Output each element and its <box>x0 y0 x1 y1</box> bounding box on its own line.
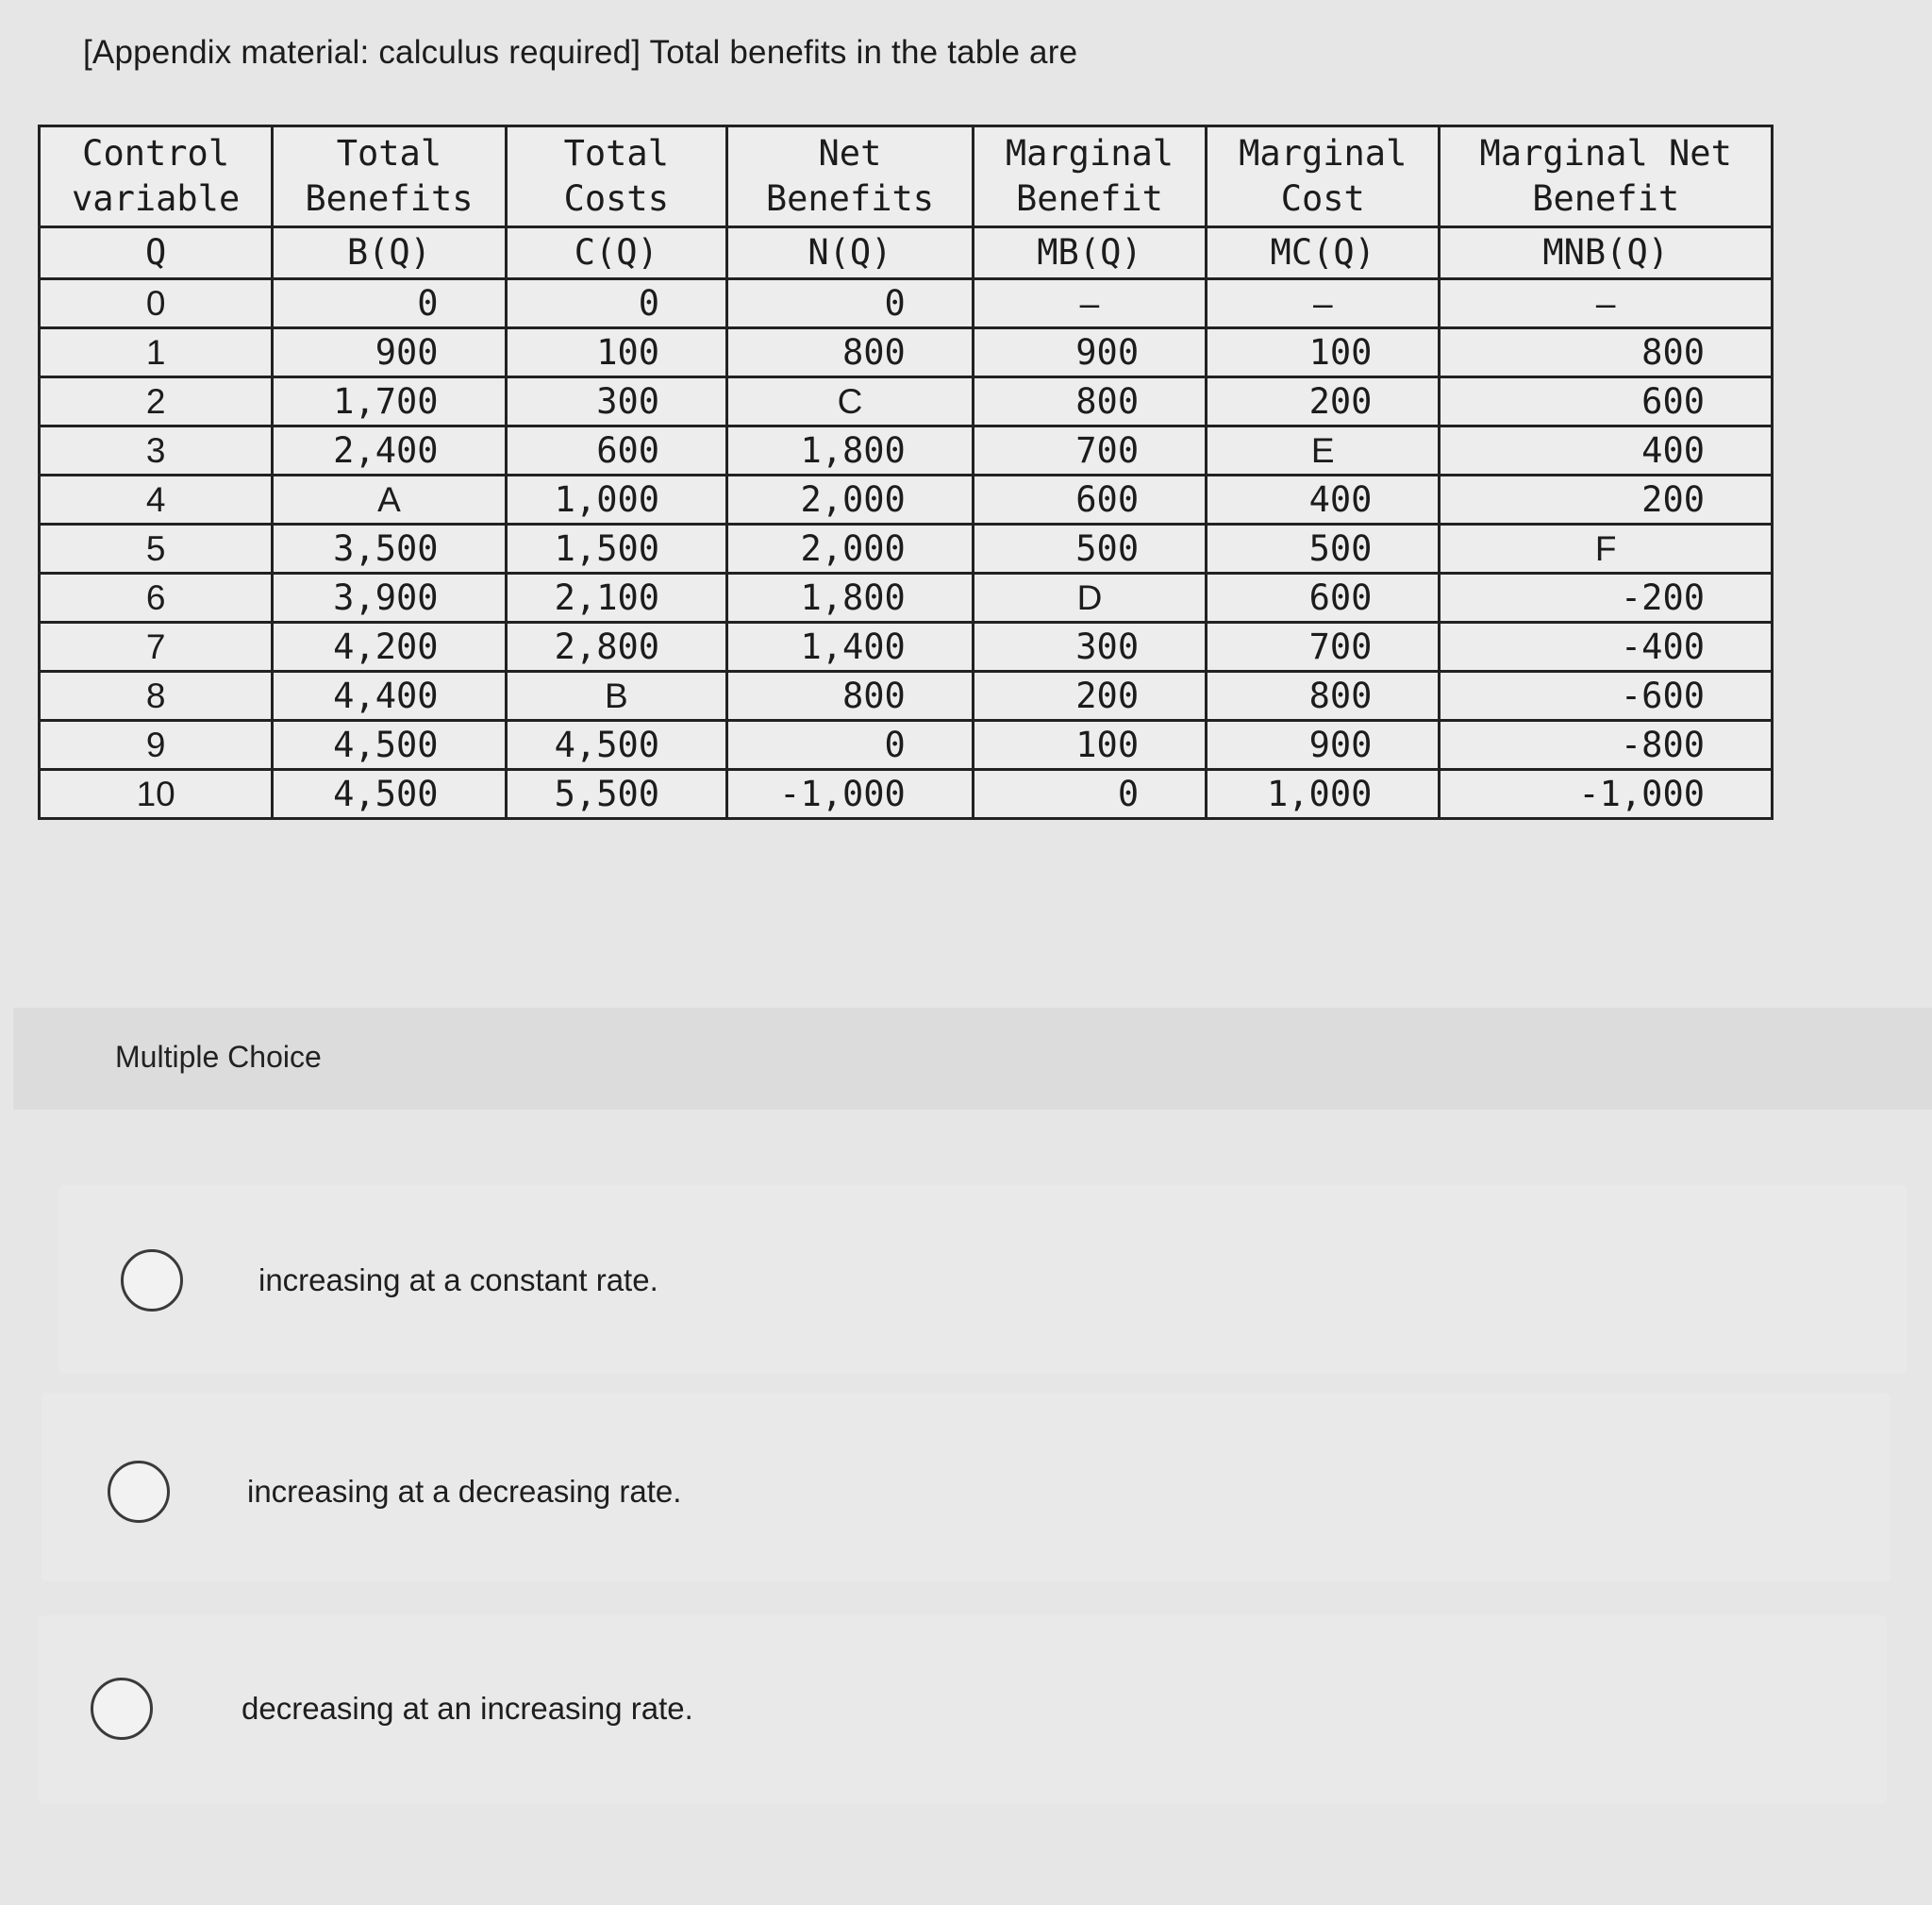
radio-button-1[interactable] <box>121 1249 183 1312</box>
answer-option-1[interactable] <box>58 1185 1907 1374</box>
table-cell-total-costs: B <box>506 672 726 721</box>
table-cell-marginal-benefit: 800 <box>973 377 1206 426</box>
table-cell-net-benefits: 1,800 <box>727 426 974 476</box>
table-cell-control-variable: 8 <box>40 672 273 721</box>
table-cell-control-variable: 9 <box>40 721 273 770</box>
header-symbol-total-benefits: B(Q) <box>273 227 506 279</box>
table-cell-marginal-cost: – <box>1207 279 1440 328</box>
header-total-benefits-line: Total <box>336 133 442 174</box>
header-marginal-cost-line: Marginal <box>1239 133 1407 174</box>
header-symbol-control-variable: Q <box>40 227 273 279</box>
header-total-benefits <box>273 126 506 227</box>
answer-option-2[interactable] <box>42 1393 1890 1581</box>
answer-option-2-text: increasing at a decreasing rate. <box>247 1474 682 1509</box>
table-row <box>40 328 1773 377</box>
table-cell-marginal-cost: 600 <box>1207 574 1440 623</box>
table-cell-marginal-cost: 100 <box>1207 328 1440 377</box>
question-text: [Appendix material: calculus required] Total benefits in the table are <box>83 34 1078 71</box>
table-cell-control-variable: 1 <box>40 328 273 377</box>
table-cell-total-benefits: 4,200 <box>273 623 506 672</box>
table-cell-marginal-benefit: 100 <box>973 721 1206 770</box>
table-cell-net-benefits: 0 <box>727 721 974 770</box>
table-row <box>40 672 1773 721</box>
header-marginal-benefit <box>973 126 1206 227</box>
table-cell-control-variable: 7 <box>40 623 273 672</box>
header-total-benefits-line: Benefits <box>305 178 474 219</box>
table-cell-control-variable: 2 <box>40 377 273 426</box>
table-cell-control-variable: 5 <box>40 525 273 574</box>
answer-option-3[interactable] <box>38 1615 1887 1804</box>
table-row <box>40 721 1773 770</box>
table-cell-total-costs: 2,100 <box>506 574 726 623</box>
table-cell-marginal-net-benefit: -400 <box>1440 623 1773 672</box>
header-net-benefits-line: Net <box>818 133 882 174</box>
table-cell-total-benefits: 2,400 <box>273 426 506 476</box>
table-cell-marginal-cost: 900 <box>1207 721 1440 770</box>
table-row <box>40 476 1773 525</box>
table-cell-control-variable: 6 <box>40 574 273 623</box>
table-cell-total-costs: 4,500 <box>506 721 726 770</box>
table-cell-marginal-benefit: 500 <box>973 525 1206 574</box>
table-cell-marginal-cost: E <box>1207 426 1440 476</box>
header-symbol-marginal-net-benefit: MNB(Q) <box>1440 227 1773 279</box>
header-marginal-cost-line: Cost <box>1280 178 1365 219</box>
table-cell-total-benefits: 4,500 <box>273 721 506 770</box>
table-cell-marginal-net-benefit: -600 <box>1440 672 1773 721</box>
answer-option-3-text: decreasing at an increasing rate. <box>242 1691 693 1726</box>
table-cell-total-benefits: 3,500 <box>273 525 506 574</box>
header-total-costs-line: Costs <box>563 178 669 219</box>
table-cell-marginal-cost: 500 <box>1207 525 1440 574</box>
table-cell-net-benefits: -1,000 <box>727 770 974 819</box>
table-cell-marginal-net-benefit: -800 <box>1440 721 1773 770</box>
table-cell-control-variable: 10 <box>40 770 273 819</box>
header-control-variable-line: Control <box>82 133 230 174</box>
header-control-variable <box>40 126 273 227</box>
table-cell-total-costs: 600 <box>506 426 726 476</box>
header-net-benefits-line: Benefits <box>765 178 935 219</box>
header-net-benefits <box>727 126 974 227</box>
table-cell-marginal-net-benefit: F <box>1440 525 1773 574</box>
table-cell-net-benefits: 800 <box>727 672 974 721</box>
table-cell-net-benefits: C <box>727 377 974 426</box>
table-cell-total-benefits: 1,700 <box>273 377 506 426</box>
table-cell-total-benefits: A <box>273 476 506 525</box>
table-cell-total-benefits: 4,400 <box>273 672 506 721</box>
table-cell-marginal-benefit: – <box>973 279 1206 328</box>
radio-button-3[interactable] <box>91 1678 153 1740</box>
table-cell-control-variable: 0 <box>40 279 273 328</box>
table-row <box>40 377 1773 426</box>
header-symbol-marginal-cost: MC(Q) <box>1207 227 1440 279</box>
answer-option-1-text: increasing at a constant rate. <box>258 1262 658 1297</box>
table-cell-total-benefits: 4,500 <box>273 770 506 819</box>
table-cell-control-variable: 4 <box>40 476 273 525</box>
table-cell-marginal-benefit: 700 <box>973 426 1206 476</box>
table-cell-marginal-cost: 700 <box>1207 623 1440 672</box>
radio-button-2[interactable] <box>108 1461 170 1523</box>
table-cell-net-benefits: 800 <box>727 328 974 377</box>
header-marginal-benefit-line: Marginal <box>1005 133 1174 174</box>
benefits-costs-table <box>38 125 1774 820</box>
table-cell-total-benefits: 0 <box>273 279 506 328</box>
table-cell-total-costs: 300 <box>506 377 726 426</box>
table-cell-net-benefits: 1,800 <box>727 574 974 623</box>
header-symbol-marginal-benefit: MB(Q) <box>973 227 1206 279</box>
table-cell-marginal-cost: 800 <box>1207 672 1440 721</box>
multiple-choice-label: Multiple Choice <box>115 1040 322 1074</box>
table-row <box>40 525 1773 574</box>
table-cell-marginal-benefit: 600 <box>973 476 1206 525</box>
table-cell-marginal-net-benefit: -200 <box>1440 574 1773 623</box>
header-total-costs <box>506 126 726 227</box>
table-cell-marginal-net-benefit: 800 <box>1440 328 1773 377</box>
table-cell-marginal-benefit: D <box>973 574 1206 623</box>
table-cell-total-costs: 2,800 <box>506 623 726 672</box>
benefits-table-container <box>38 125 1774 820</box>
header-symbol-total-costs: C(Q) <box>506 227 726 279</box>
table-cell-marginal-cost: 400 <box>1207 476 1440 525</box>
table-cell-total-costs: 1,500 <box>506 525 726 574</box>
table-row <box>40 279 1773 328</box>
table-row <box>40 426 1773 476</box>
table-cell-marginal-benefit: 200 <box>973 672 1206 721</box>
table-row <box>40 623 1773 672</box>
table-cell-marginal-cost: 1,000 <box>1207 770 1440 819</box>
table-cell-total-costs: 0 <box>506 279 726 328</box>
table-cell-total-benefits: 900 <box>273 328 506 377</box>
header-control-variable-line: variable <box>72 178 241 219</box>
table-cell-net-benefits: 2,000 <box>727 525 974 574</box>
header-marginal-net-benefit <box>1440 126 1773 227</box>
table-cell-net-benefits: 0 <box>727 279 974 328</box>
table-cell-total-costs: 5,500 <box>506 770 726 819</box>
header-symbol-net-benefits: N(Q) <box>727 227 974 279</box>
table-cell-marginal-benefit: 0 <box>973 770 1206 819</box>
table-cell-total-costs: 1,000 <box>506 476 726 525</box>
table-cell-net-benefits: 2,000 <box>727 476 974 525</box>
table-row <box>40 574 1773 623</box>
header-marginal-benefit-line: Benefit <box>1016 178 1163 219</box>
table-cell-total-benefits: 3,900 <box>273 574 506 623</box>
table-cell-control-variable: 3 <box>40 426 273 476</box>
header-marginal-cost <box>1207 126 1440 227</box>
table-cell-marginal-cost: 200 <box>1207 377 1440 426</box>
table-cell-marginal-net-benefit: – <box>1440 279 1773 328</box>
header-total-costs-line: Total <box>563 133 669 174</box>
table-cell-net-benefits: 1,400 <box>727 623 974 672</box>
table-row <box>40 770 1773 819</box>
table-cell-marginal-benefit: 300 <box>973 623 1206 672</box>
multiple-choice-header <box>13 1008 1932 1110</box>
table-cell-marginal-net-benefit: -1,000 <box>1440 770 1773 819</box>
header-marginal-net-benefit-line: Benefit <box>1532 178 1680 219</box>
table-cell-marginal-net-benefit: 200 <box>1440 476 1773 525</box>
table-cell-marginal-benefit: 900 <box>973 328 1206 377</box>
table-cell-marginal-net-benefit: 400 <box>1440 426 1773 476</box>
table-cell-total-costs: 100 <box>506 328 726 377</box>
table-cell-marginal-net-benefit: 600 <box>1440 377 1773 426</box>
header-marginal-net-benefit-line: Marginal Net <box>1479 133 1732 174</box>
